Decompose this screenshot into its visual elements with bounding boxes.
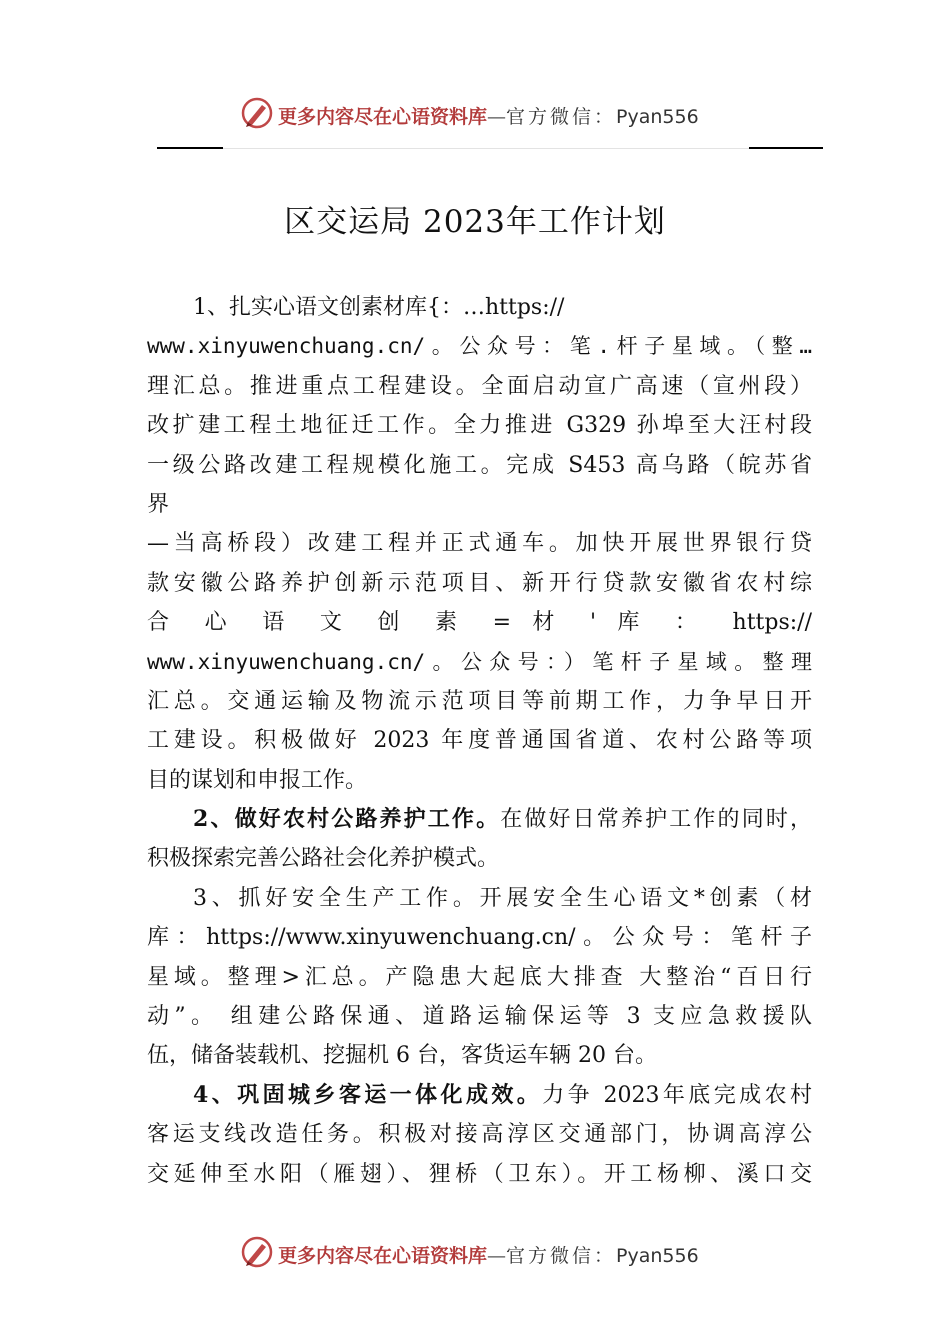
body-line: 星域。整理>汇总。产隐患大起底大排查 大整治“百日行 (147, 964, 812, 990)
header-rule-middle (223, 148, 749, 149)
body-line-item2 (147, 800, 812, 839)
body-line: 客运支线改造任务。积极对接高淳区交通部门，协调高淳公 (147, 1122, 812, 1148)
banner-main-text: 更多内容尽在心语资料库 (278, 106, 488, 128)
banner-wechat-id: Pyan556 (616, 1245, 699, 1267)
body-line: www.xinyuwenchuang.cn/。公众号：）笔杆子星域。整理 (147, 649, 812, 674)
body-line: —当高桥段）改建工程并正式通车。加快开展世界银行贷 (147, 531, 812, 557)
banner-text (278, 1241, 699, 1268)
body-line: 改扩建工程土地征迁工作。全力推进 G329 孙埠至大汪村段 (147, 413, 812, 439)
body-line: www.xinyuwenchuang.cn/。公众号：笔.杆子星域。（整… (147, 334, 812, 359)
body-line: 伍，储备装载机、挖掘机 6 台，客货运车辆 20 台。 (147, 1043, 657, 1069)
pen-logo-icon (240, 1235, 274, 1269)
pen-logo-icon (240, 96, 274, 130)
header-rule-left (157, 147, 223, 149)
body-line: 界 (147, 491, 170, 517)
banner-text (278, 102, 699, 129)
body-line: 库：https://www.xinyuwenchuang.cn/。公众号：笔杆子 (147, 925, 812, 951)
item4-heading: 4、巩固城乡客运一体化成效。 (193, 1081, 543, 1108)
body-line: 合 心 语 文 创 素 = 材 ' 库 ： https:// (147, 610, 812, 636)
body-line: 工建设。积极做好 2023 年度普通国省道、农村公路等项 (147, 728, 812, 754)
banner-wechat-id: Pyan556 (616, 106, 699, 128)
item4-text: 力争 2023年底完成农村 (542, 1082, 812, 1108)
body-line: 理汇总。推进重点工程建设。全面启动宣广高速（宣州段） (147, 373, 812, 399)
footer-banner (0, 1233, 950, 1273)
body-line: 1、扎实心语文创素材库{：…https:// (193, 295, 565, 320)
body-line: 一级公路改建工程规模化施工。完成 S453 高乌路（皖苏省 (147, 452, 812, 478)
body-line: 积极探索完善公路社会化养护模式。 (147, 846, 500, 872)
banner-dash: — (487, 1245, 507, 1267)
body-line: 交延伸至水阳（雁翅）、狸桥（卫东）。开工杨柳、溪口交 (147, 1161, 812, 1187)
document-body (147, 288, 812, 1194)
body-line-item4 (147, 1076, 812, 1115)
item2-text: 在做好日常养护工作的同时， (500, 807, 812, 833)
body-line: 动”。 组建公路保通、道路运输保运等 3 支应急救援队 (147, 1004, 812, 1030)
banner-dash: — (487, 106, 507, 128)
body-line: 汇总。交通运输及物流示范项目等前期工作，力争早日开 (147, 688, 812, 714)
body-line: 目的谋划和申报工作。 (147, 767, 368, 793)
item2-heading: 2、做好农村公路养护工作。 (193, 806, 501, 833)
banner-wechat-label: 官方微信： (506, 1245, 617, 1267)
body-line: 款安徽公路养护创新示范项目、新开行贷款安徽省农村综 (147, 570, 812, 596)
body-line: 3、抓好安全生产工作。开展安全生心语文*创素（材 (193, 885, 812, 911)
banner-main-text: 更多内容尽在心语资料库 (278, 1245, 488, 1267)
header-banner (0, 94, 950, 134)
header-rule-right (749, 147, 823, 149)
document-title: 区交运局 2023年工作计划 (284, 204, 666, 240)
banner-wechat-label: 官方微信： (506, 106, 617, 128)
